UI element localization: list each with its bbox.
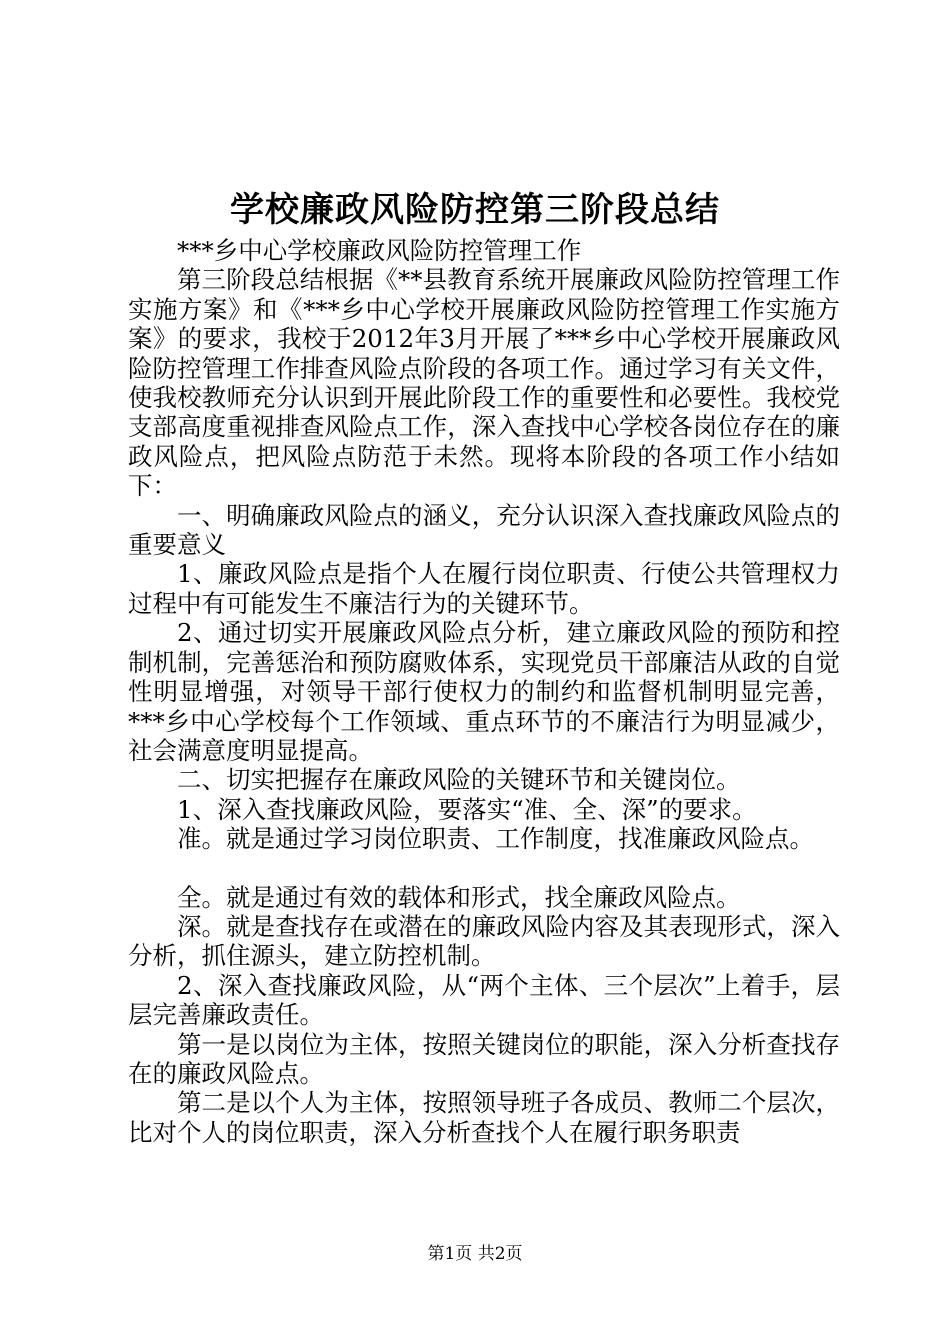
paragraph: 一、明确廉政风险点的涵义，充分认识深入查找廉政风险点的重要意义 <box>128 500 840 560</box>
paragraph: 2、深入查找廉政风险，从“两个主体、三个层次”上着手，层层完善廉政责任。 <box>128 970 840 1030</box>
document-body <box>128 236 840 1147</box>
paragraph: 二、切实把握存在廉政风险的关键环节和关键岗位。 <box>177 765 741 795</box>
document-title: 学校廉政风险防控第三阶段总结 <box>230 190 720 230</box>
paragraph: 1、廉政风险点是指个人在履行岗位职责、行使公共管理权力过程中有可能发生不廉洁行为的关键环节。 <box>128 559 840 618</box>
paragraph: 1、深入查找廉政风险，要落实“准、全、深”的要求。 <box>177 794 757 824</box>
paragraph: 准。就是通过学习岗位职责、工作制度，找准廉政风险点。 <box>177 824 814 854</box>
paragraph: 2、通过切实开展廉政风险点分析，建立廉政风险的预防和控制机制，完善惩治和预防腐败体系，实现党员干部廉洁从政的自觉性明显增强，对领导干部行使权力的制约和监督机制明显完善，***乡中心学校每个工作领域、重点环节的不廉洁行为明显减少，社会满意度明显提高。 <box>128 618 840 765</box>
page-footer: 第1页 共2页 <box>427 1244 523 1264</box>
paragraph: ***乡中心学校廉政风险防控管理工作 <box>177 236 582 265</box>
paragraph: 第二是以个人为主体，按照领导班子各成员、教师二个层次，比对个人的岗位职责，深入分析查找个人在履行职务职责 <box>128 1088 840 1147</box>
paragraph: 深。就是查找存在或潜在的廉政风险内容及其表现形式，深入分析，抓住源头，建立防控机制。 <box>128 911 840 971</box>
paragraph: 第三阶段总结根据《**县教育系统开展廉政风险防控管理工作实施方案》和《***乡中心学校开展廉政风险防控管理工作实施方案》的要求，我校于2012年3月开展了***乡中心学校开展廉政风险防控管理工作排查风险点阶段的各项工作。通过学习有关文件，使我校教师充分认识到开展此阶段工作的重要性和必要性。我校党支部高度重视排查风险点工作，深入查找中心学校各岗位存在的廉政风险点，把风险点防范于未然。现将本阶段的各项工作小结如下： <box>128 265 840 501</box>
paragraph: 全。就是通过有效的载体和形式，找全廉政风险点。 <box>177 882 741 912</box>
paragraph: 第一是以岗位为主体，按照关键岗位的职能，深入分析查找存在的廉政风险点。 <box>128 1029 840 1088</box>
